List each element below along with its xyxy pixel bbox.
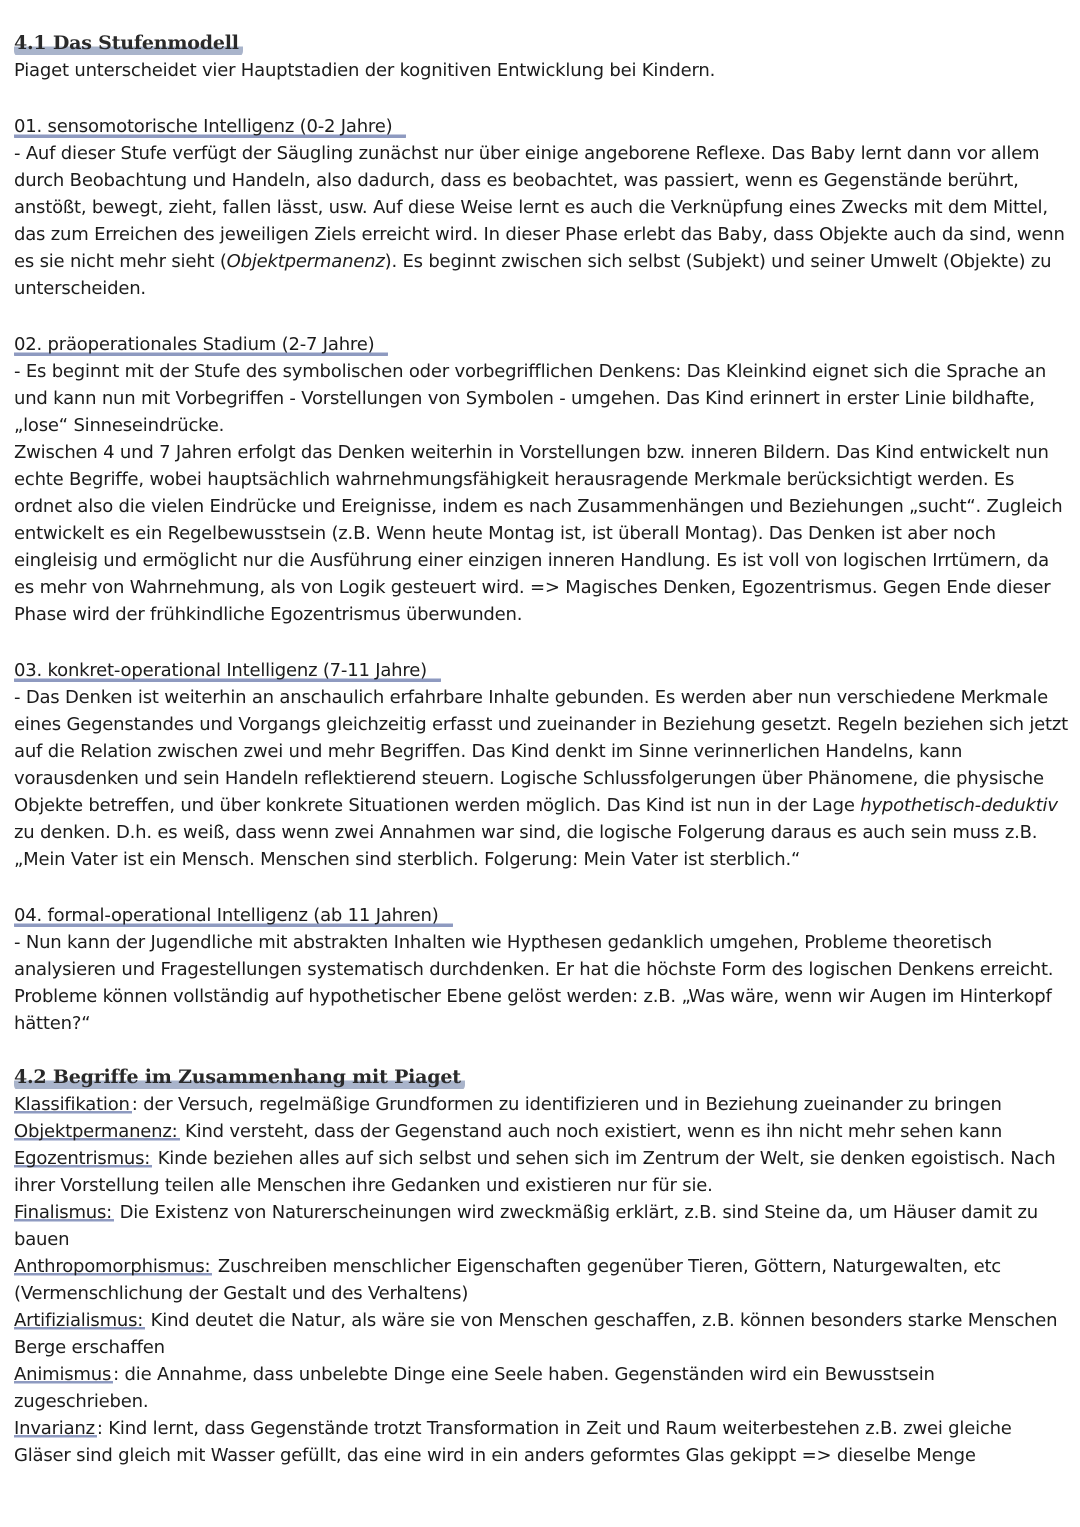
term-definition: der Versuch, regelmäßige Grundformen zu identifizieren und in Beziehung zueinander zu bringen [137, 1094, 1002, 1115]
stage-text: - Das Denken ist weiterhin an anschaulich erfahrbare Inhalte gebunden. Es werden aber nun verschiedene Merkmale eines Gegenstandes und Vorgangs gleichzeitig erfasst und zueinander in Beziehung gesetzt. Regeln beziehen sich jetzt auf die Relation zwischen zwei und mehr Begriffen. Das Kind denkt im Sinne verinnerlichen Handelns, kann vorausdenken und sein Handeln reflektierend steuern. Logische Schlussfolgerungen über Phänomene, die physische Objekte betreffen, und über konkrete Situationen werden möglich. Das Kind ist nun in der Lage hypothetisch-deduktiv zu denken. D.h. es weiß, dass wenn zwei Annahmen war sind, die logische Folgerung daraus es auch sein muss z.B. „Mein Vater ist ein Mensch. Menschen sind sterblich. Folgerung: Mein Vater ist sterblich.“ [14, 687, 1068, 870]
stage-title: 01. sensomotorische Intelligenz (0-2 Jahre) [14, 113, 406, 140]
term-definition: Kinde beziehen alles auf sich selbst und sehen sich im Zentrum der Welt, sie denken egoistisch. Nach ihrer Vorstellung teilen alle Menschen ihre Gedanken und existieren nur für sie. [14, 1148, 1056, 1196]
emphasis: hypothetisch-deduktiv [860, 795, 1058, 816]
term-entry [14, 1307, 1070, 1361]
term-entry: Klassifikation : der Versuch, regelmäßige Grundformen zu identifizieren und in Beziehung zueinander zu bringen [14, 1094, 1002, 1115]
stage-2 [14, 329, 1070, 628]
term-definition: Kind versteht, dass der Gegenstand auch noch existiert, wenn es ihn nicht mehr sehen kann [179, 1121, 1003, 1142]
stage-title: 02. präoperationales Stadium (2-7 Jahre) [14, 331, 388, 358]
stage-4 [14, 900, 1070, 1037]
document-page [14, 30, 1070, 1469]
term-entry [14, 1253, 1070, 1307]
term-name: Artifizialismus: [14, 1310, 144, 1331]
emphasis: Objektpermanenz [226, 251, 385, 272]
stage-text: - Nun kann der Jugendliche mit abstrakten Inhalten wie Hypthesen gedanklich umgehen, Probleme theoretisch analysieren und Fragestellungen systematisch durchdenken. Er hat die höchste Form des logischen Denkens erreicht. [14, 932, 1054, 980]
stage-text: - Auf dieser Stufe verfügt der Säugling zunächst nur über einige angeborene Reflexe. Das Baby lernt dann vor allem durch Beobachtung und Handeln, also dadurch, dass es beobachtet, was passiert, wenn es Gegenstände berührt, anstößt, bewegt, zieht, fallen lässt, usw. Auf diese Weise lernt es auch die Verknüpfung eines Zwecks mit dem Mittel, das zum Erreichen des jeweiligen Ziels erreicht wird. In dieser Phase erlebt das Baby, dass Objekte auch da sind, wenn es sie nicht mehr sieht (Objektpermanenz). Es beginnt zwischen sich selbst (Subjekt) und seiner Umwelt (Objekte) zu unterscheiden. [14, 143, 1065, 299]
term-entry: Invarianz : Kind lernt, dass Gegenstände trotzt Transformation in Zeit und Raum weiterbestehen z.B. zwei gleiche Gläser sind gleich mit Wasser gefüllt, das eine wird in ein anders geformtes Glas gekippt => dieselbe Menge [14, 1418, 1012, 1466]
stage-text: Zwischen 4 und 7 Jahren erfolgt das Denken weiterhin in Vorstellungen bzw. inneren Bildern. Das Kind entwickelt nun echte Begriffe, wobei hauptsächlich wahrnehmungsfähigkeit herausragende Merkmale berücksichtigt werden. Es ordnet also die vielen Eindrücke und Ereignisse, indem es nach Zusammenhängen und Beziehungen „sucht“. Zugleich entwickelt es ein Regelbewusstsein (z.B. Wenn heute Montag ist, ist überall Montag). Das Denken ist aber noch eingleisig und ermöglicht nur die Ausführung einer einzigen inneren Handlung. Es ist voll von logischen Irrtümern, da es mehr von Wahrnehmung, als von Logik gesteuert wird. => Magisches Denken, Egozentrismus. Gegen Ende dieser Phase wird der frühkindliche Egozentrismus überwunden. [14, 442, 1063, 625]
term-entry [14, 1118, 1070, 1145]
terms-list [14, 1091, 1070, 1469]
term-definition: Kind deutet die Natur, als wäre sie von Menschen geschaffen, z.B. können besonders starke Menschen Berge erschaffen [14, 1310, 1058, 1358]
term-name: Anthropomorphismus: [14, 1256, 211, 1277]
stage-title: 04. formal-operational Intelligenz (ab 11 Jahren) [14, 902, 453, 929]
section-begriffe [14, 1064, 1070, 1469]
stage-text: - Es beginnt mit der Stufe des symbolischen oder vorbegrifflichen Denkens: Das Kleinkind eignet sich die Sprache an und kann nun mit Vorbegriffen - Vorstellungen von Symbolen - umgehen. Das Kind erinnert in erster Linie bildhafte, „lose“ Sinneseindrücke. [14, 361, 1047, 436]
term-definition: Kind lernt, dass Gegenstände trotzt Transformation in Zeit und Raum weiterbestehen z.B. zwei gleiche Gläser sind gleich mit Wasser gefüllt, das eine wird in ein anders geformtes Glas gekippt => dieselbe Menge [14, 1418, 1012, 1466]
stage-text: Probleme können vollständig auf hypothetischer Ebene gelöst werden: z.B. „Was wäre, wenn wir Augen im Hinterkopf hätten?“ [14, 986, 1052, 1034]
stage-1 [14, 111, 1070, 302]
term-definition: Die Existenz von Naturerscheinungen wird zweckmäßig erklärt, z.B. sind Steine da, um Häuser damit zu bauen [14, 1202, 1039, 1250]
term-entry [14, 1145, 1070, 1199]
term-name: Invarianz [14, 1418, 95, 1439]
stage-3 [14, 655, 1070, 873]
section-title: 4.2 Begriffe im Zusammenhang mit Piaget [14, 1064, 465, 1091]
term-entry: Animismus : die Annahme, dass unbelebte Dinge eine Seele haben. Gegenständen wird ein Bewusstsein zugeschrieben. [14, 1364, 935, 1412]
section-title: 4.1 Das Stufenmodell [14, 30, 243, 57]
term-definition: die Annahme, dass unbelebte Dinge eine Seele haben. Gegenständen wird ein Bewusstsein zugeschrieben. [14, 1364, 935, 1412]
term-name: Objektpermanenz: [14, 1121, 178, 1142]
term-name: Klassifikation [14, 1094, 130, 1115]
section-stufenmodell [14, 30, 1070, 84]
term-entry [14, 1199, 1070, 1253]
term-name: Egozentrismus: [14, 1148, 151, 1169]
term-name: Animismus [14, 1364, 112, 1385]
term-definition: Zuschreiben menschlicher Eigenschaften gegenüber Tieren, Göttern, Naturgewalten, etc (Vermenschlichung der Gestalt und des Verhaltens) [14, 1256, 1002, 1304]
stage-title: 03. konkret-operational Intelligenz (7-11 Jahre) [14, 657, 441, 684]
intro-text: Piaget unterscheidet vier Hauptstadien der kognitiven Entwicklung bei Kindern. [14, 60, 716, 81]
term-name: Finalismus: [14, 1202, 113, 1223]
